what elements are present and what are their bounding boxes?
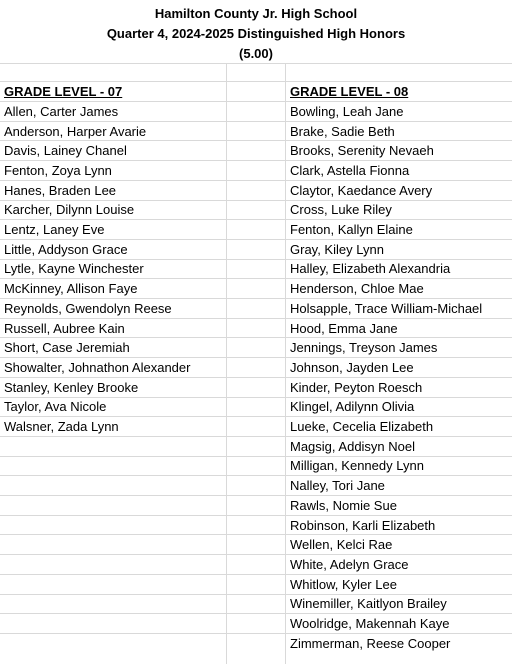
grade7-student: Russell, Aubree Kain (4, 320, 125, 336)
grade7-student: Stanley, Kenley Brooke (4, 379, 139, 395)
table-row (0, 436, 512, 456)
grade8-student: Lueke, Cecelia Elizabeth (290, 419, 434, 435)
table-row (0, 200, 512, 220)
grade7-student: Fenton, Zoya Lynn (4, 162, 112, 178)
grade8-student: Henderson, Chloe Mae (290, 281, 424, 297)
grade8-student: Milligan, Kennedy Lynn (290, 458, 424, 474)
grade8-student: Holsapple, Trace William-Michael (290, 300, 483, 316)
grade7-student (4, 614, 224, 633)
table-row (0, 259, 512, 279)
table-row (0, 160, 512, 180)
table-row (0, 278, 512, 298)
grade7-student: Short, Case Jeremiah (4, 340, 130, 356)
grade8-student: Halley, Elizabeth Alexandria (290, 261, 451, 277)
grade8-student: Hood, Emma Jane (290, 320, 398, 336)
grade7-student: Allen, Carter James (4, 103, 119, 119)
table-row (0, 239, 512, 259)
grade8-student: Wellen, Kelci Rae (290, 537, 393, 553)
table-row (0, 180, 512, 200)
grade8-student: Jennings, Treyson James (290, 340, 438, 356)
grade7-student (4, 516, 224, 535)
table-row (0, 633, 512, 653)
quarter-title: Quarter 4, 2024-2025 Distinguished High Honors (106, 26, 406, 41)
grade8-heading: GRADE LEVEL - 08 (290, 84, 409, 99)
grade8-student: Kinder, Peyton Roesch (290, 379, 423, 395)
grade7-student (4, 575, 224, 594)
grade-heading-row (0, 81, 512, 101)
grade7-student: Little, Addyson Grace (4, 241, 128, 257)
table-row (0, 475, 512, 495)
table-row (0, 574, 512, 594)
table-row (0, 298, 512, 318)
grade8-student: Cross, Luke Riley (290, 202, 392, 218)
grade8-student: Brake, Sadie Beth (290, 123, 395, 139)
grade8-student: Gray, Kiley Lynn (290, 241, 384, 257)
table-row (0, 377, 512, 397)
grade8-student: Robinson, Karli Elizabeth (290, 517, 436, 533)
grade7-student: Reynolds, Gwendolyn Reese (4, 300, 172, 316)
grade8-student: Magsig, Addisyn Noel (290, 438, 416, 454)
grade8-student: Claytor, Kaedance Avery (290, 182, 433, 198)
grade7-student: Lentz, Laney Eve (4, 222, 105, 238)
table-row (0, 140, 512, 160)
table-row (0, 416, 512, 436)
grade7-student (4, 476, 224, 495)
grade7-student (4, 437, 224, 456)
table-row (0, 554, 512, 574)
grade8-student: Bowling, Leah Jane (290, 103, 404, 119)
grade8-student: Zimmerman, Reese Cooper (290, 635, 451, 651)
grade7-student: Karcher, Dilynn Louise (4, 202, 135, 218)
grade8-student: Johnson, Jayden Lee (290, 359, 414, 375)
grade7-student: Walsner, Zada Lynn (4, 419, 119, 435)
grade7-student: McKinney, Allison Faye (4, 281, 138, 297)
grade7-student: Lytle, Kayne Winchester (4, 261, 144, 277)
table-row (0, 318, 512, 338)
table-row (0, 121, 512, 141)
grade7-student: Hanes, Braden Lee (4, 182, 117, 198)
grade8-student: Woolridge, Makennah Kaye (290, 616, 450, 632)
table-row (0, 357, 512, 377)
grade7-student (4, 634, 224, 653)
grade8-student: Brooks, Serenity Nevaeh (290, 143, 434, 159)
grade7-student (4, 535, 224, 554)
gpa-title: (5.00) (239, 46, 273, 61)
grade8-student: Whitlow, Kyler Lee (290, 576, 397, 592)
table-row (0, 337, 512, 357)
school-title: Hamilton County Jr. High School (154, 6, 358, 21)
table-row (0, 534, 512, 554)
table-row (0, 219, 512, 239)
table-row (0, 101, 512, 121)
grade7-student (4, 555, 224, 574)
table-row (0, 397, 512, 417)
grade8-student: Nalley, Tori Jane (290, 478, 385, 494)
grade7-student (4, 496, 224, 515)
grade7-student: Anderson, Harper Avarie (4, 123, 147, 139)
grade8-student: Rawls, Nomie Sue (290, 497, 397, 513)
grade7-student: Showalter, Johnathon Alexander (4, 359, 191, 375)
table-row (0, 613, 512, 633)
grade7-student (4, 457, 224, 476)
grade7-student: Taylor, Ava Nicole (4, 399, 107, 415)
grade8-student: Klingel, Adilynn Olivia (290, 399, 415, 415)
grade7-student: Davis, Lainey Chanel (4, 143, 127, 159)
table-row (0, 495, 512, 515)
grade8-student: Winemiller, Kaitlyon Brailey (290, 596, 447, 612)
table-row (0, 456, 512, 476)
table-row (0, 515, 512, 535)
blank-row (0, 63, 512, 81)
grade7-heading: GRADE LEVEL - 07 (4, 84, 123, 99)
grade7-student (4, 595, 224, 614)
table-row (0, 594, 512, 614)
grade8-student: Clark, Astella Fionna (290, 162, 410, 178)
grade8-student: Fenton, Kallyn Elaine (290, 222, 413, 238)
grade8-student: White, Adelyn Grace (290, 556, 409, 572)
